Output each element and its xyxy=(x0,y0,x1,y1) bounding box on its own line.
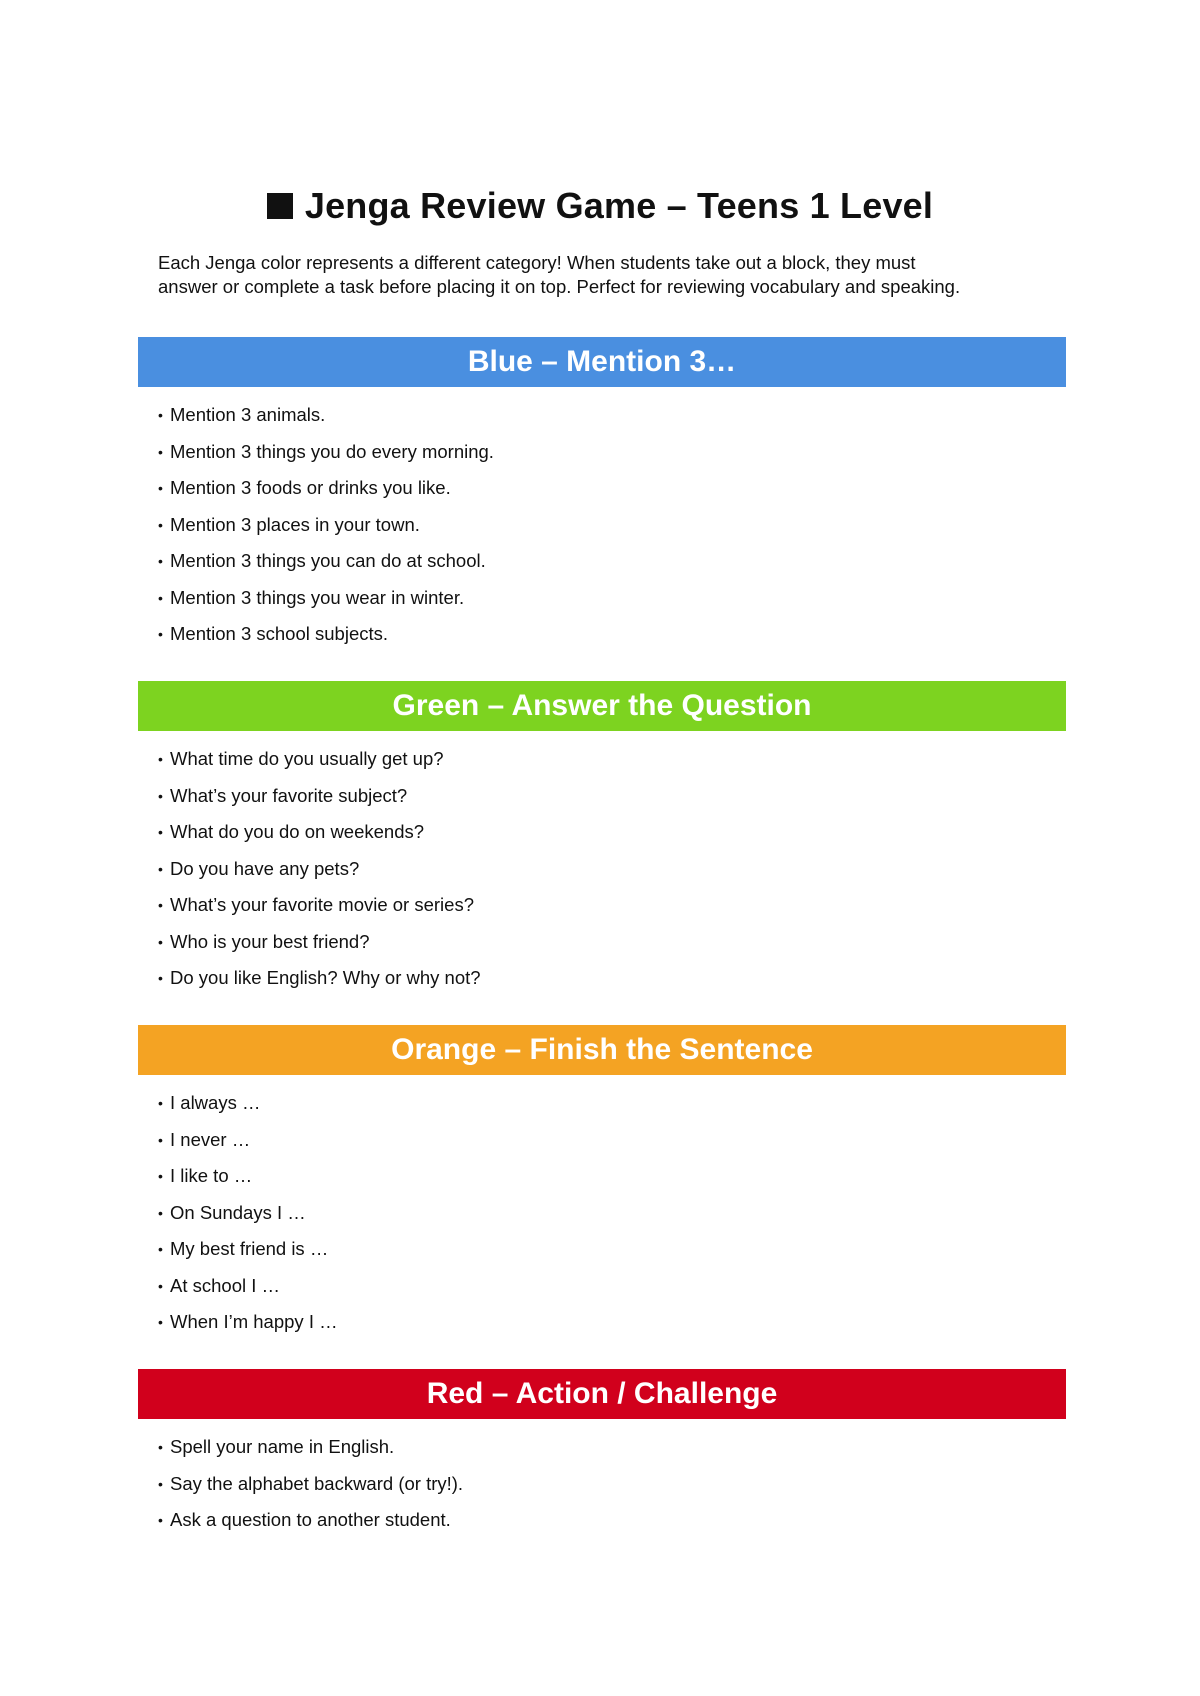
page-title xyxy=(0,184,1200,228)
list-item: • On Sundays I … xyxy=(138,1195,1066,1232)
section-blue-heading: Blue – Mention 3… xyxy=(138,337,1066,387)
list-item: • Do you have any pets? xyxy=(138,851,1066,888)
list-item: • Mention 3 places in your town. xyxy=(138,507,1066,544)
section-orange-heading: Orange – Finish the Sentence xyxy=(138,1025,1066,1075)
list-item: • I never … xyxy=(138,1122,1066,1159)
section-blue-list xyxy=(138,397,1066,653)
list-item: • At school I … xyxy=(138,1268,1066,1305)
list-item: • Spell your name in English. xyxy=(138,1429,1066,1466)
list-item: • What do you do on weekends? xyxy=(138,814,1066,851)
intro-paragraph xyxy=(158,251,1058,299)
black-square-icon xyxy=(267,193,293,219)
section-green xyxy=(138,681,1066,997)
list-item: • What’s your favorite subject? xyxy=(138,778,1066,815)
list-item: • Say the alphabet backward (or try!). xyxy=(138,1466,1066,1503)
list-item: • What time do you usually get up? xyxy=(138,741,1066,778)
list-item: • Mention 3 animals. xyxy=(138,397,1066,434)
list-item: • My best friend is … xyxy=(138,1231,1066,1268)
section-red-heading: Red – Action / Challenge xyxy=(138,1369,1066,1419)
list-item: • What’s your favorite movie or series? xyxy=(138,887,1066,924)
section-orange-list xyxy=(138,1085,1066,1341)
list-item: • I always … xyxy=(138,1085,1066,1122)
list-item: • When I’m happy I … xyxy=(138,1304,1066,1341)
list-item: • Mention 3 foods or drinks you like. xyxy=(138,470,1066,507)
list-item: • Mention 3 things you do every morning. xyxy=(138,434,1066,471)
section-red xyxy=(138,1369,1066,1539)
list-item: • Ask a question to another student. xyxy=(138,1502,1066,1539)
page-title-text: Jenga Review Game – Teens 1 Level xyxy=(304,185,934,227)
section-orange xyxy=(138,1025,1066,1341)
list-item: • I like to … xyxy=(138,1158,1066,1195)
list-item: • Who is your best friend? xyxy=(138,924,1066,961)
intro-line: Each Jenga color represents a different category! When students take out a block, they must xyxy=(158,252,916,273)
section-green-list xyxy=(138,741,1066,997)
list-item: • Mention 3 things you can do at school. xyxy=(138,543,1066,580)
list-item: • Mention 3 things you wear in winter. xyxy=(138,580,1066,617)
list-item: • Do you like English? Why or why not? xyxy=(138,960,1066,997)
section-blue xyxy=(138,337,1066,653)
section-red-list xyxy=(138,1429,1066,1539)
section-green-heading: Green – Answer the Question xyxy=(138,681,1066,731)
list-item: • Mention 3 school subjects. xyxy=(138,616,1066,653)
intro-line: answer or complete a task before placing it on top. Perfect for reviewing vocabulary and speaking. xyxy=(158,276,961,297)
